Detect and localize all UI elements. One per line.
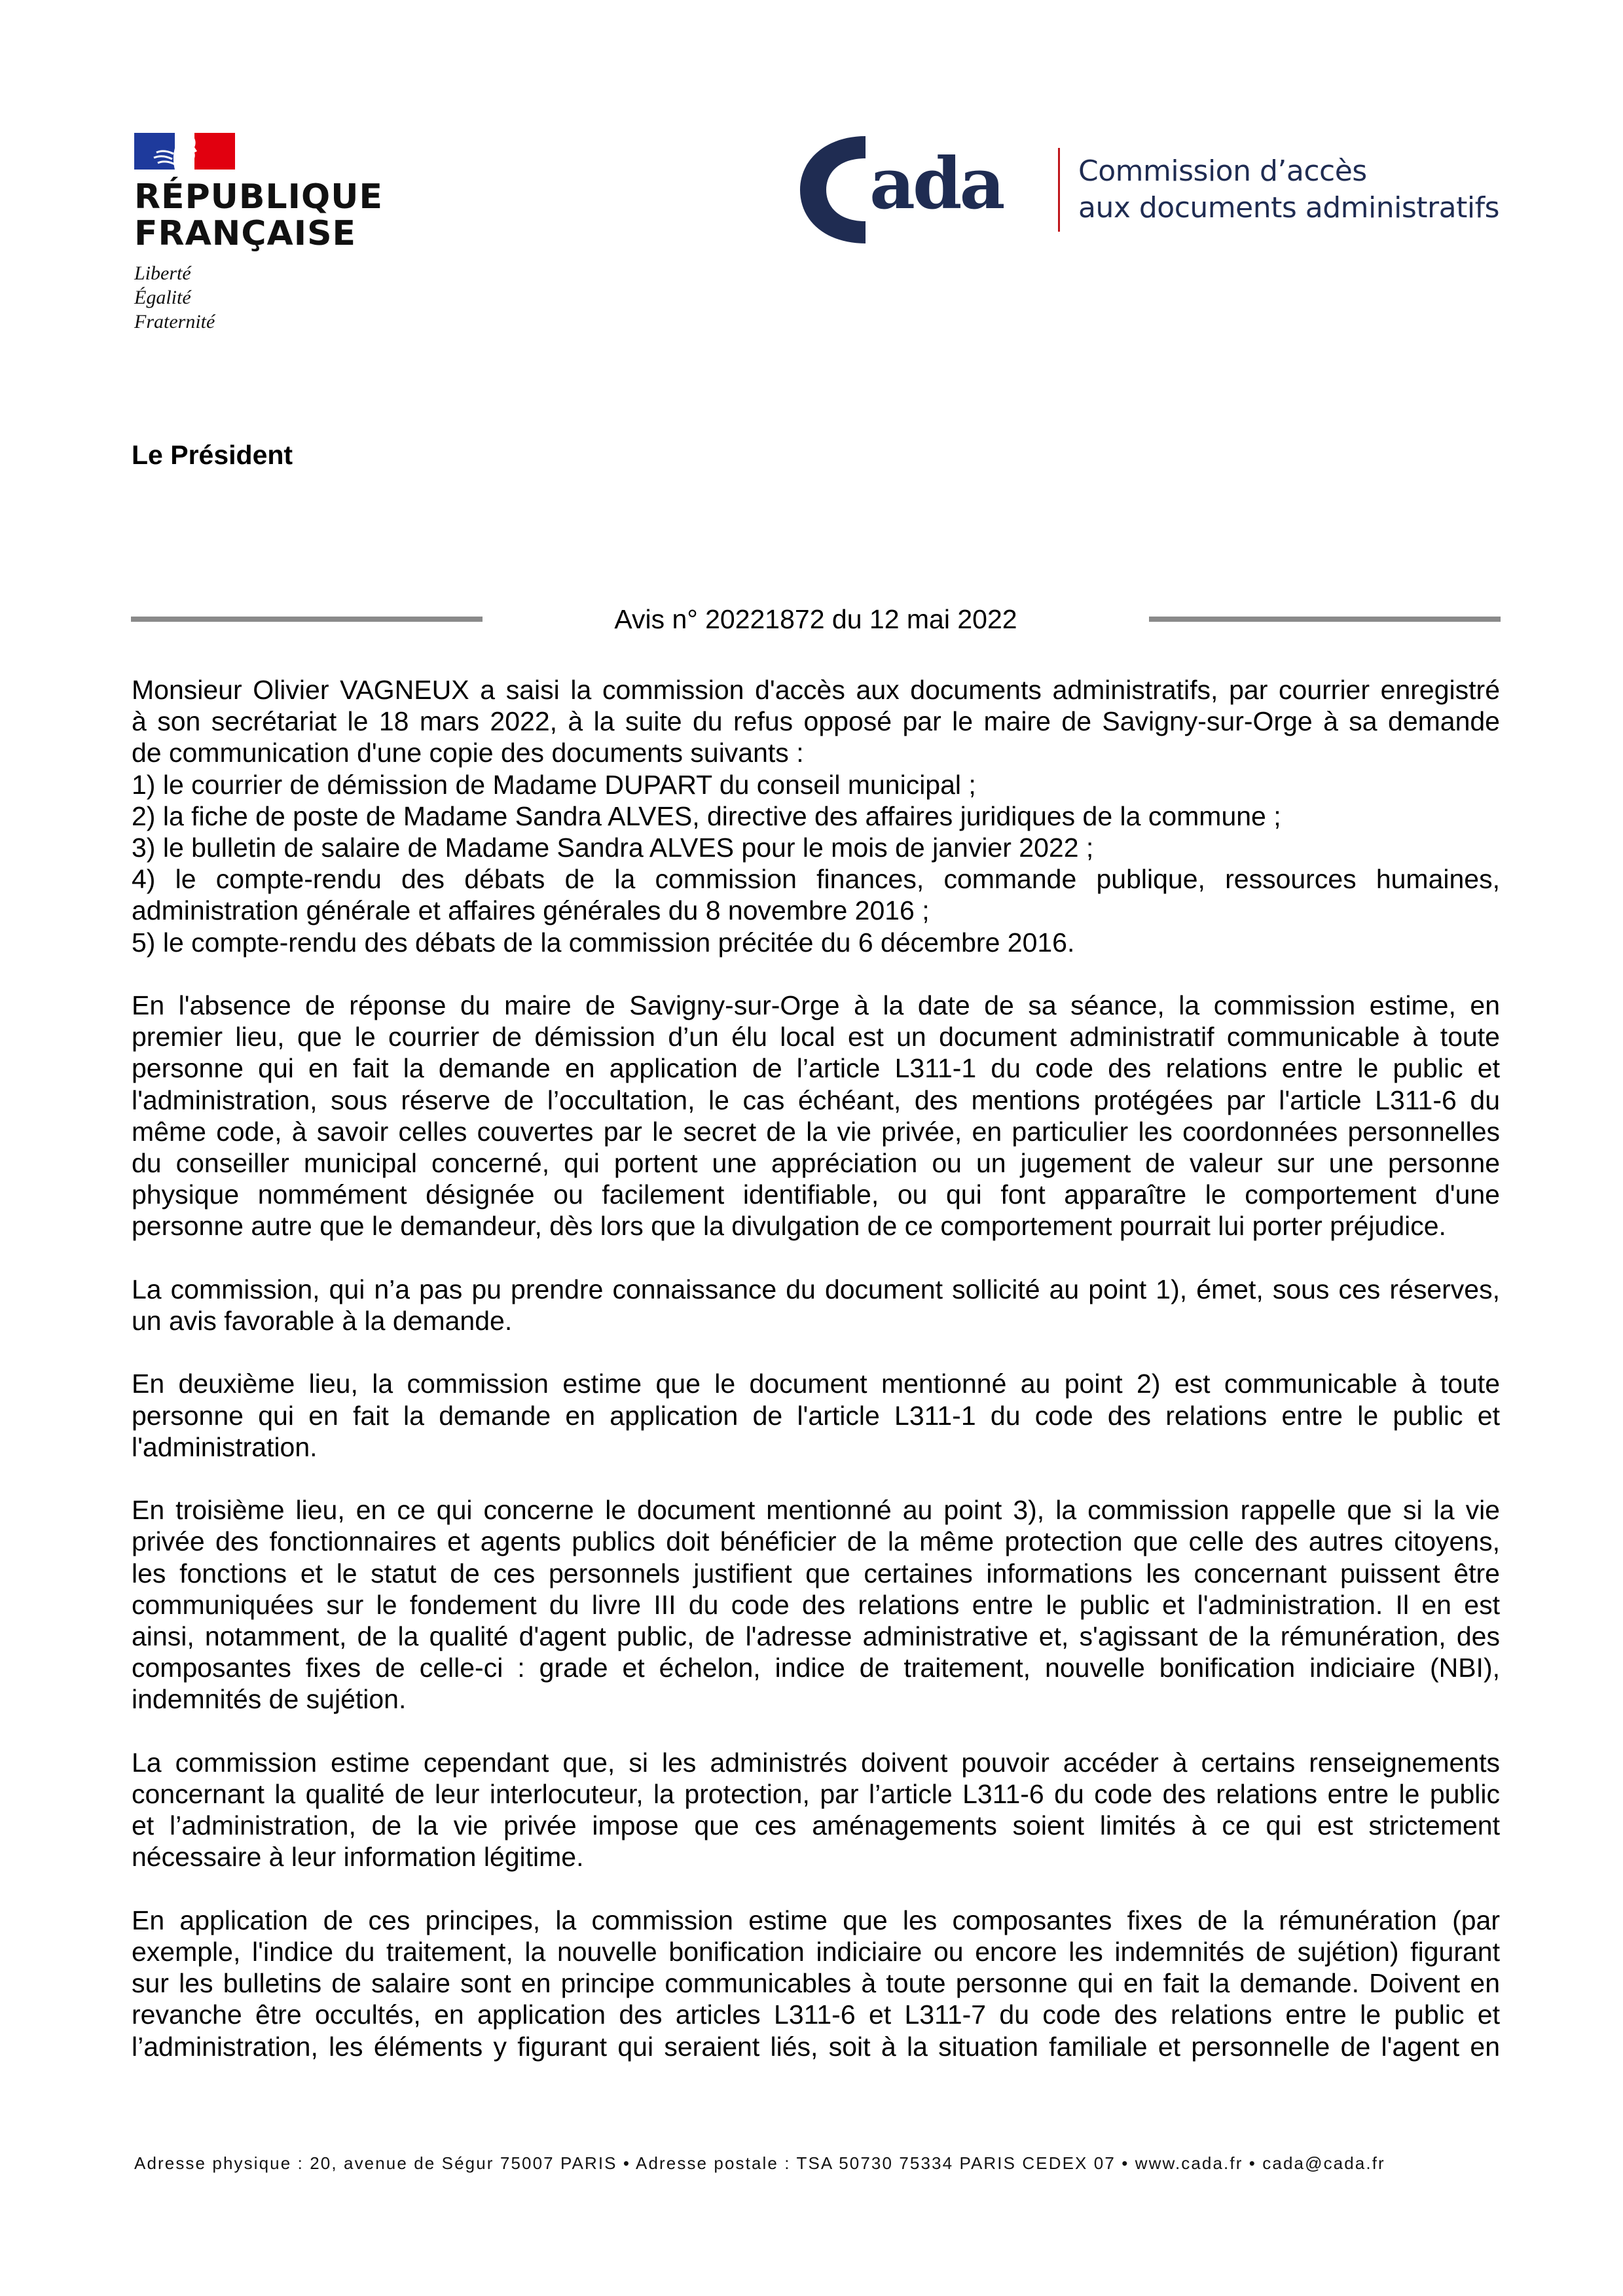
avis-rule-right xyxy=(1149,617,1501,622)
text-line: indemnités de sujétion. xyxy=(132,1684,407,1715)
paragraph xyxy=(132,1747,1500,1873)
motto-liberte: Liberté xyxy=(134,262,191,284)
text-line: sur les bulletins de salaire sont en principe communicables à toute personne qui en fait la demande. Doivent en xyxy=(132,1968,1500,1999)
motto-fraternite: Fraternité xyxy=(134,311,215,332)
cada-logo xyxy=(792,131,1499,249)
text-line: En deuxième lieu, la commission estime que le document mentionné au point 2) est communicable à toute xyxy=(132,1369,1500,1399)
text-line: même code, à savoir celles couvertes par le secret de la vie privée, en particulier les coordonnées personnelles xyxy=(132,1116,1500,1147)
paragraph xyxy=(132,990,1500,1242)
text-line: et l’administration, de la vie privée impose que ces aménagements soient limités à ce qui est strictement xyxy=(132,1810,1500,1841)
document-body xyxy=(132,674,1500,2094)
cada-separator xyxy=(1058,148,1060,232)
text-line: En application de ces principes, la commission estime que les composantes fixes de la rémunération (par xyxy=(132,1905,1500,1935)
text-line: administration générale et affaires générales du 8 novembre 2016 ; xyxy=(132,895,930,926)
text-line: premier lieu, que le courrier de démission d’un élu local est un document administratif communicable à toute xyxy=(132,1022,1500,1052)
text-line: l'administration, sous réserve de l’occultation, le cas échéant, des mentions protégées par l'article L311-6 du xyxy=(132,1085,1500,1115)
text-line: exemple, l'indice du traitement, la nouvelle bonification indiciaire ou encore les indemnités de sujétion) figurant xyxy=(132,1937,1500,1967)
paragraph xyxy=(132,1274,1500,1336)
text-line: l'administration. xyxy=(132,1431,318,1462)
cada-subtitle-line-1: Commission d’accès xyxy=(1078,154,1367,188)
republique-francaise-logo xyxy=(134,133,383,334)
text-line: du conseiller municipal concerné, qui portent une appréciation ou un jugement de valeur sur une personne xyxy=(132,1148,1500,1179)
svg-text:ada: ada xyxy=(869,143,1003,225)
text-line: l’administration, les éléments y figurant qui seraient liés, soit à la situation familiale et personnelle de l'agent en xyxy=(132,2031,1500,2062)
signatory-title: Le Président xyxy=(132,440,293,470)
cada-subtitle-line-2: aux documents administratifs xyxy=(1078,191,1499,224)
text-line: nécessaire à leur information légitime. xyxy=(132,1842,584,1873)
cada-wordmark xyxy=(792,131,1054,249)
text-line: ainsi, notamment, de la qualité d'agent public, de l'adresse administrative et, s'agissant de la rémunération, des xyxy=(132,1621,1500,1652)
rf-line-1: RÉPUBLIQUE xyxy=(134,177,383,217)
text-line: un avis favorable à la demande. xyxy=(132,1306,513,1336)
marianne-flag-icon xyxy=(134,133,235,170)
text-line: La commission estime cependant que, si les administrés doivent pouvoir accéder à certains renseignements xyxy=(132,1747,1500,1778)
text-line: 5) le compte-rendu des débats de la commission précitée du 6 décembre 2016. xyxy=(132,927,1075,958)
text-line: 3) le bulletin de salaire de Madame Sandra ALVES pour le mois de janvier 2022 ; xyxy=(132,833,1094,863)
paragraph xyxy=(132,1494,1500,1715)
text-line: 2) la fiche de poste de Madame Sandra ALVES, directive des affaires juridiques de la commune ; xyxy=(132,800,1281,831)
motto-egalite: Égalité xyxy=(134,287,191,308)
cada-subtitle xyxy=(1078,153,1499,226)
paragraph xyxy=(132,674,1500,958)
text-line: privée des fonctionnaires et agents publics doit bénéficier de la même protection que celle des autres citoyens, xyxy=(132,1526,1500,1557)
text-line: En troisième lieu, en ce qui concerne le document mentionné au point 3), la commission rappelle que si la vie xyxy=(132,1495,1500,1526)
text-line: physique nommément désignée ou facilement identifiable, ou qui font apparaître le comportement d'une xyxy=(132,1179,1500,1210)
text-line: 1) le courrier de démission de Madame DUPART du conseil municipal ; xyxy=(132,769,976,800)
text-line: 4) le compte-rendu des débats de la commission finances, commande publique, ressources humaines, xyxy=(132,864,1500,895)
text-line: concernant la qualité de leur interlocuteur, la protection, par l’article L311-6 du code des relations entre le public xyxy=(132,1779,1500,1810)
text-line: La commission, qui n’a pas pu prendre connaissance du document sollicité au point 1), émet, sous ces réserves, xyxy=(132,1274,1500,1304)
footer-address: Adresse physique : 20, avenue de Ségur 75007 PARIS • Adresse postale : TSA 50730 75334 PARIS CEDEX 07 • www.cada.fr • cada@cada.fr xyxy=(134,2153,1385,2173)
avis-title: Avis n° 20221872 du 12 mai 2022 xyxy=(614,604,1017,634)
text-line: les fonctions et le statut de ces personnels justifient que certaines informations les concernant puissent être xyxy=(132,1558,1500,1588)
text-line: communiquées sur le fondement du livre III du code des relations entre le public et l'administration. Il en est xyxy=(132,1589,1500,1620)
republique-francaise-title xyxy=(134,179,383,252)
avis-heading xyxy=(131,601,1501,640)
text-line: à son secrétariat le 18 mars 2022, à la suite du refus opposé par le maire de Savigny-sur-Orge à sa demande xyxy=(132,706,1500,737)
paragraph xyxy=(132,1905,1500,2062)
text-line: de communication d'une copie des documents suivants : xyxy=(132,738,804,768)
republique-motto xyxy=(134,261,383,334)
text-line: En l'absence de réponse du maire de Savigny-sur-Orge à la date de sa séance, la commission estime, en xyxy=(132,990,1500,1021)
text-line: personne qui en fait la demande en application de l'article L311-1 du code des relations entre le public et xyxy=(132,1400,1500,1431)
text-line: personne qui en fait la demande en application de l’article L311-1 du code des relations entre le public et xyxy=(132,1053,1500,1084)
rf-line-2: FRANÇAISE xyxy=(134,214,357,253)
text-line: composantes fixes de celle-ci : grade et échelon, indice de traitement, nouvelle bonification indiciaire (NBI), xyxy=(132,1653,1500,1683)
text-line: personne autre que le demandeur, dès lors que la divulgation de ce comportement pourrait lui porter préjudice. xyxy=(132,1211,1446,1242)
text-line: Monsieur Olivier VAGNEUX a saisi la commission d'accès aux documents administratifs, par courrier enregistré xyxy=(132,675,1500,705)
text-line: revanche être occultés, en application des articles L311-6 et L311-7 du code des relations entre le public et xyxy=(132,2000,1500,2030)
paragraph xyxy=(132,1368,1500,1463)
